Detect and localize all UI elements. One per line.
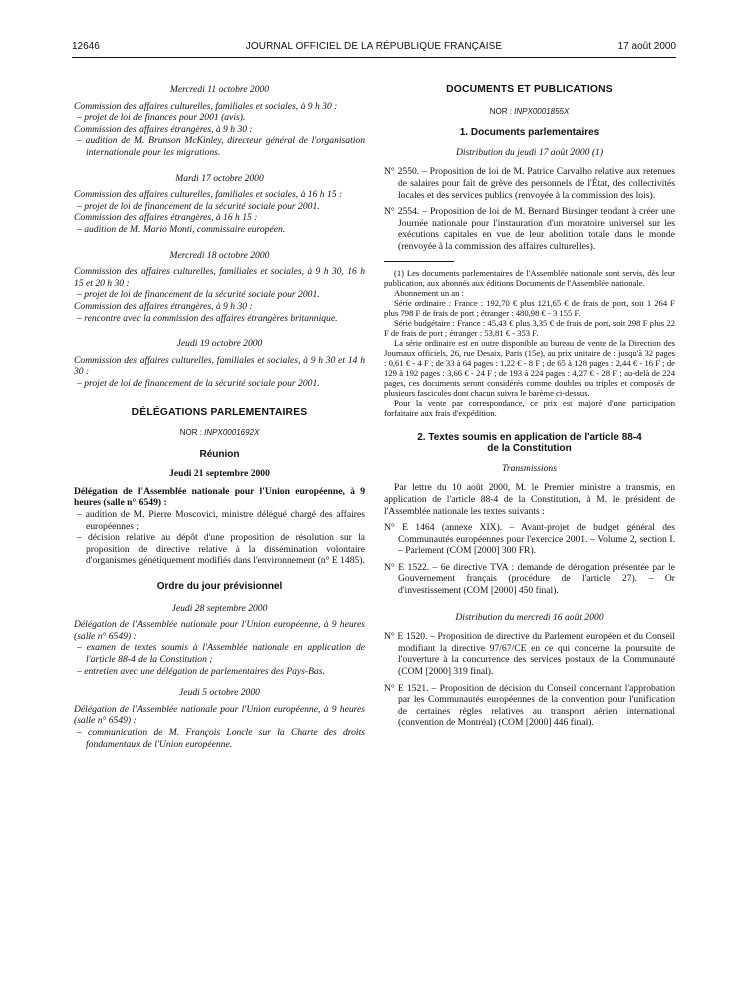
nor-reference — [384, 106, 675, 118]
page-header — [72, 41, 676, 55]
agenda-item: – audition de M. Brunson McKinley, directeur général de l'organisation internationale pour les migrations. — [77, 135, 365, 158]
day-heading: Mercredi 18 octobre 2000 — [169, 249, 270, 261]
agenda-entry: Commission des affaires culturelles, familiales et sociales, à 9 h 30, 16 h 15 et 20 h 30 : — [74, 266, 365, 289]
day-heading: Jeudi 5 octobre 2000 — [179, 687, 260, 699]
agenda-item: – communication de M. François Loncle sur la Charte des droits fondamentaux de l'Union européenne. — [77, 726, 365, 750]
agenda-entry: Délégation de l'Assemblée nationale pour l'Union européenne, à 9 heures (salle n° 6549) : — [74, 703, 365, 727]
day-heading: Jeudi 21 septembre 2000 — [169, 468, 270, 480]
agenda-entry: Commission des affaires étrangères, à 16 h 15 : — [74, 212, 258, 224]
agenda-entry: Délégation de l'Assemblée nationale pour l'Union européenne, à 9 heures (salle n° 6549) : — [74, 619, 365, 642]
page-number: 12646 — [72, 41, 100, 52]
day-heading: Mercredi 11 octobre 2000 — [169, 84, 270, 95]
header-rule — [72, 57, 676, 58]
agenda-item: – entretien avec une délégation de parlementaires des Pays-Bas. — [77, 665, 325, 677]
document-entry: N° E 1520. – Proposition de directive du Parlement européen et du Conseil modifiant la directive 97/67/CE en ce qui concerne la poursuite de l'ouverture à la concurrence des services postaux de la Communauté (COM [2000] 319 final). — [384, 631, 675, 678]
nor-label: NOR : — [179, 428, 202, 438]
document-entry: N° 2550. – Proposition de loi de M. Patrice Carvalho relative aux retenues de salaires pour fait de grève des personnels de l'État, des collectivités locales et des services publics (renvoyée à la commission des lois). — [384, 166, 675, 201]
footnote-text: Série budgétaire : France : 45,43 € plus 3,35 € de frais de port, soit 298 F plus 22 F de frais de port ; étranger : 53,81 € - 353 F. — [384, 317, 675, 338]
document-entry: N° E 1521. – Proposition de décision du Conseil concernant l'approbation par les Communautés européennes de la convention pour l'unification de certaines règles relatives au transport aérien international (convention de Montréal) (COM [2000] 446 final). — [384, 682, 675, 729]
footnote-rule — [384, 261, 454, 262]
right-column — [384, 80, 675, 734]
agenda-entry: Délégation de l'Assemblée nationale pour l'Union européenne, à 9 heures (salle n° 6549) : — [74, 485, 365, 509]
document-entry: N° E 1464 (annexe XIX). – Avant-projet de budget général des Communautés européennes pour l'exercice 2001. – Volume 2, section I. – Parlement (COM [2000] 300 FR). — [384, 522, 675, 557]
day-heading: Jeudi 19 octobre 2000 — [176, 338, 263, 350]
nor-code: INPX0001692X — [204, 428, 260, 438]
footnote-text: Abonnement un an : — [394, 287, 464, 298]
day-heading: Jeudi 28 septembre 2000 — [171, 602, 268, 614]
agenda-item: – projet de loi de finances pour 2001 (avis). — [77, 112, 246, 124]
footnote-text: Série ordinaire : France : 192,70 € plus 121,65 € de frais de port, soit 1 264 F plus 798 F de frais de port ; étranger : 480,98 € - 3 155 F. — [384, 297, 675, 318]
day-heading: Mardi 17 octobre 2000 — [175, 172, 264, 184]
left-column — [74, 80, 365, 750]
section-title-delegations: DÉLÉGATIONS PARLEMENTAIRES — [131, 407, 308, 419]
footnote-text: La série ordinaire est en outre disponible au bureau de vente de la Direction des Journaux officiels, 26, rue Desaix, Paris (15e), au prix unitaire de : jusqu'à 32 pages : 0,61 € - 4 F ; de 33 à 64 pages : 1,22 € - 8 F ; de 65 à 128 pages : 2,44 € - 16 F ; de 129 à 192 pages : 3,66 € - 24 F ; de 193 à 224 pages : 4,27 € - 28 F ; au-delà de 224 pages, ces documents seront considérés comme doubles ou triples et composés de plusieurs fascicules dont chacun suivra le barème ci-dessus. — [384, 337, 675, 398]
agenda-item: – projet de loi de financement de la sécurité sociale pour 2001. — [77, 289, 320, 301]
nor-reference — [74, 427, 365, 439]
subsection-title: 1. Documents parlementaires — [459, 127, 600, 139]
journal-title: JOURNAL OFFICIEL DE LA RÉPUBLIQUE FRANÇAISE — [245, 41, 503, 52]
agenda-item: – projet de loi de financement de la sécurité sociale pour 2001. — [77, 200, 320, 212]
section-title-documents: DOCUMENTS ET PUBLICATIONS — [446, 84, 613, 95]
subsection-title: Réunion — [199, 448, 240, 460]
subsection-title: Ordre du jour prévisionnel — [156, 581, 283, 592]
transmissions-heading: Transmissions — [502, 462, 557, 474]
agenda-item: – projet de loi de financement de la sécurité sociale pour 2001. — [77, 377, 320, 389]
agenda-entry: Commission des affaires culturelles, familiales et sociales, à 9 h 30 et 14 h 30 : — [74, 354, 365, 378]
agenda-entry: Commission des affaires étrangères, à 9 h 30 : — [74, 300, 253, 312]
nor-code: INPX0001855X — [514, 106, 570, 116]
distribution-heading: Distribution du mercredi 16 août 2000 — [455, 611, 604, 623]
nor-label: NOR : — [489, 106, 512, 116]
agenda-item: – décision relative au dépôt d'une proposition de résolution sur la proposition de directive relative à la dissémination volontaire d'organismes génétiquement modifiés dans l'environnement (n° E 1485). — [77, 532, 365, 567]
footnote-text: (1) Les documents parlementaires de l'Assemblée nationale sont servis, dès leur publication, aux abonnés aux éditions Documents de l'Assemblée nationale. — [384, 267, 675, 288]
subsection-title-line: 2. Textes soumis en application de l'article 88-4 — [417, 431, 642, 443]
transmission-paragraph: Par lettre du 10 août 2000, M. le Premier ministre a transmis, en application de l'article 88-4 de la Constitution, à M. le président de l'Assemblée nationale les textes suivants : — [384, 482, 675, 517]
issue-date: 17 août 2000 — [617, 41, 676, 52]
agenda-item: – audition de M. Mario Monti, commissaire européen. — [77, 223, 286, 235]
subsection-title-line: de la Constitution — [487, 443, 572, 455]
agenda-item: – rencontre avec la commission des affaires étrangères britannique. — [77, 312, 338, 324]
agenda-entry: Commission des affaires culturelles, familiales et sociales, à 16 h 15 : — [74, 189, 343, 201]
document-entry: N° 2554. – Proposition de loi de M. Bernard Birsinger tendant à créer une Journée nationale pour l'instauration d'un moratoire universel sur les exécutions capitales en vue de leur abolition totale dans le monde (renvoyée à la commission des affaires culturelles). — [384, 206, 675, 252]
agenda-item: – examen de textes soumis à l'Assemblée nationale en application de l'article 88-4 de la Constitution ; — [77, 642, 365, 665]
footnote — [384, 268, 675, 418]
document-entry: N° E 1522. – 6e directive TVA : demande de dérogation présentée par le Gouvernement français (procédure de l'article 27). – Or d'investissement (COM [2000] 450 final). — [384, 561, 675, 597]
footnote-text: Pour la vente par correspondance, ce prix est majoré d'une participation forfaitaire aux frais d'expédition. — [384, 397, 675, 418]
agenda-entry: Commission des affaires étrangères, à 9 h 30 : — [74, 123, 253, 135]
agenda-entry: Commission des affaires culturelles, familiales et sociales, à 9 h 30 : — [74, 100, 338, 112]
distribution-heading: Distribution du jeudi 17 août 2000 (1) — [455, 146, 604, 158]
agenda-item: – audition de M. Pierre Moscovici, ministre délégué chargé des affaires européennes ; — [77, 509, 365, 532]
subsection-title — [384, 432, 675, 455]
